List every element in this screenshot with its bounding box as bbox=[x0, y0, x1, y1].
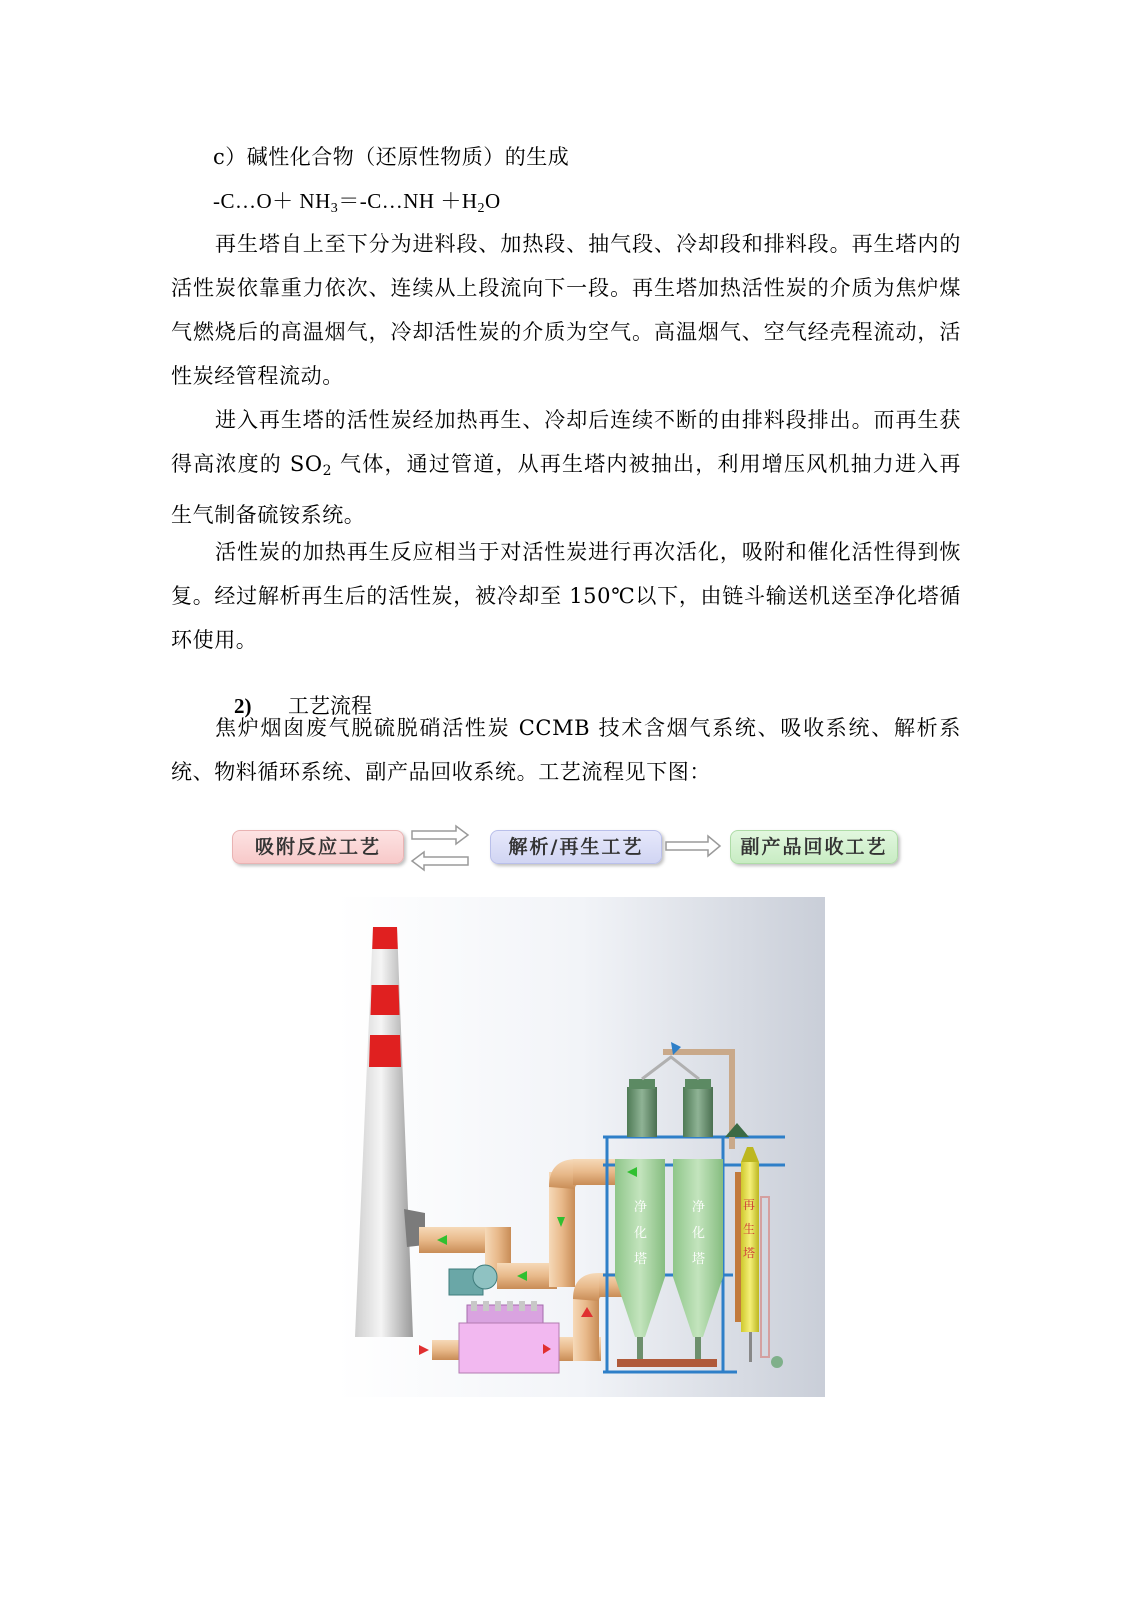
formula-part: ＝-C…NH ＋H bbox=[338, 189, 478, 213]
right-arrow-icon bbox=[666, 836, 720, 856]
heading-number: 2) bbox=[234, 694, 252, 718]
paragraph-regeneration-tower: 再生塔自上至下分为进料段、加热段、抽气段、冷却段和排料段。再生塔内的活性炭依靠重力依次、连续从上段流向下一段。再生塔加热活性炭的介质为焦炉煤气燃烧后的高温烟气，冷却活性炭的介质为空气。高温烟气、空气经壳程流动，活性炭经管程流动。 bbox=[171, 232, 961, 388]
tower1-label-char: 塔 bbox=[634, 1252, 648, 1267]
flow-box-byproduct: 副产品回收工艺 bbox=[730, 830, 898, 864]
so2-subscript: 2 bbox=[322, 463, 333, 479]
process-flow-bar bbox=[220, 822, 910, 874]
formula-subscript: 2 bbox=[477, 201, 485, 216]
paragraph-text: 气体，通过管道，从再生塔内被抽出，利用增压风机抽力进入再生气制备硫铵系统。 bbox=[171, 452, 962, 527]
process-plant-diagram bbox=[337, 897, 825, 1397]
formula-part: O bbox=[485, 189, 501, 213]
double-arrow-icon bbox=[412, 826, 468, 870]
regen-label-char: 塔 bbox=[743, 1246, 756, 1260]
paragraph-regeneration-process bbox=[171, 398, 961, 537]
heading-title: 工艺流程 bbox=[288, 694, 372, 718]
tower2-label-char: 化 bbox=[692, 1226, 706, 1241]
formula-subscript: 3 bbox=[330, 201, 339, 216]
tower1-label-char: 净 bbox=[634, 1200, 648, 1215]
flow-box-adsorption: 吸附反应工艺 bbox=[232, 830, 404, 864]
subheading-c: c）碱性化合物（还原性物质）的生成 bbox=[213, 145, 570, 169]
reaction-formula bbox=[213, 187, 501, 223]
tower2-label-char: 净 bbox=[692, 1200, 706, 1215]
paragraph-process-overview: 焦炉烟囱废气脱硫脱硝活性炭 CCMB 技术含烟气系统、吸收系统、解析系统、物料循环系统、副产品回收系统。工艺流程见下图： bbox=[171, 716, 961, 784]
regen-label-char: 再 bbox=[743, 1198, 756, 1212]
tower2-label-char: 塔 bbox=[692, 1252, 706, 1267]
regen-label-char: 生 bbox=[743, 1222, 756, 1236]
conveyor-base bbox=[617, 1359, 717, 1367]
paragraph-text: 进入再生塔的活性炭经加热再生、冷却后连续不断的由排料段排出。而再生获得高浓度的 SO bbox=[171, 408, 961, 476]
flow-arrows bbox=[220, 822, 910, 874]
paragraph-reactivation: 活性炭的加热再生反应相当于对活性炭进行再次活化，吸附和催化活性得到恢复。经过解析再生后的活性炭，被冷却至 150℃以下，由链斗输送机送至净化塔循环使用。 bbox=[171, 540, 961, 652]
tower1-label-char: 化 bbox=[634, 1226, 648, 1241]
flow-box-regeneration: 解析/再生工艺 bbox=[490, 830, 662, 864]
formula-part: -C…O＋ NH bbox=[213, 189, 331, 213]
